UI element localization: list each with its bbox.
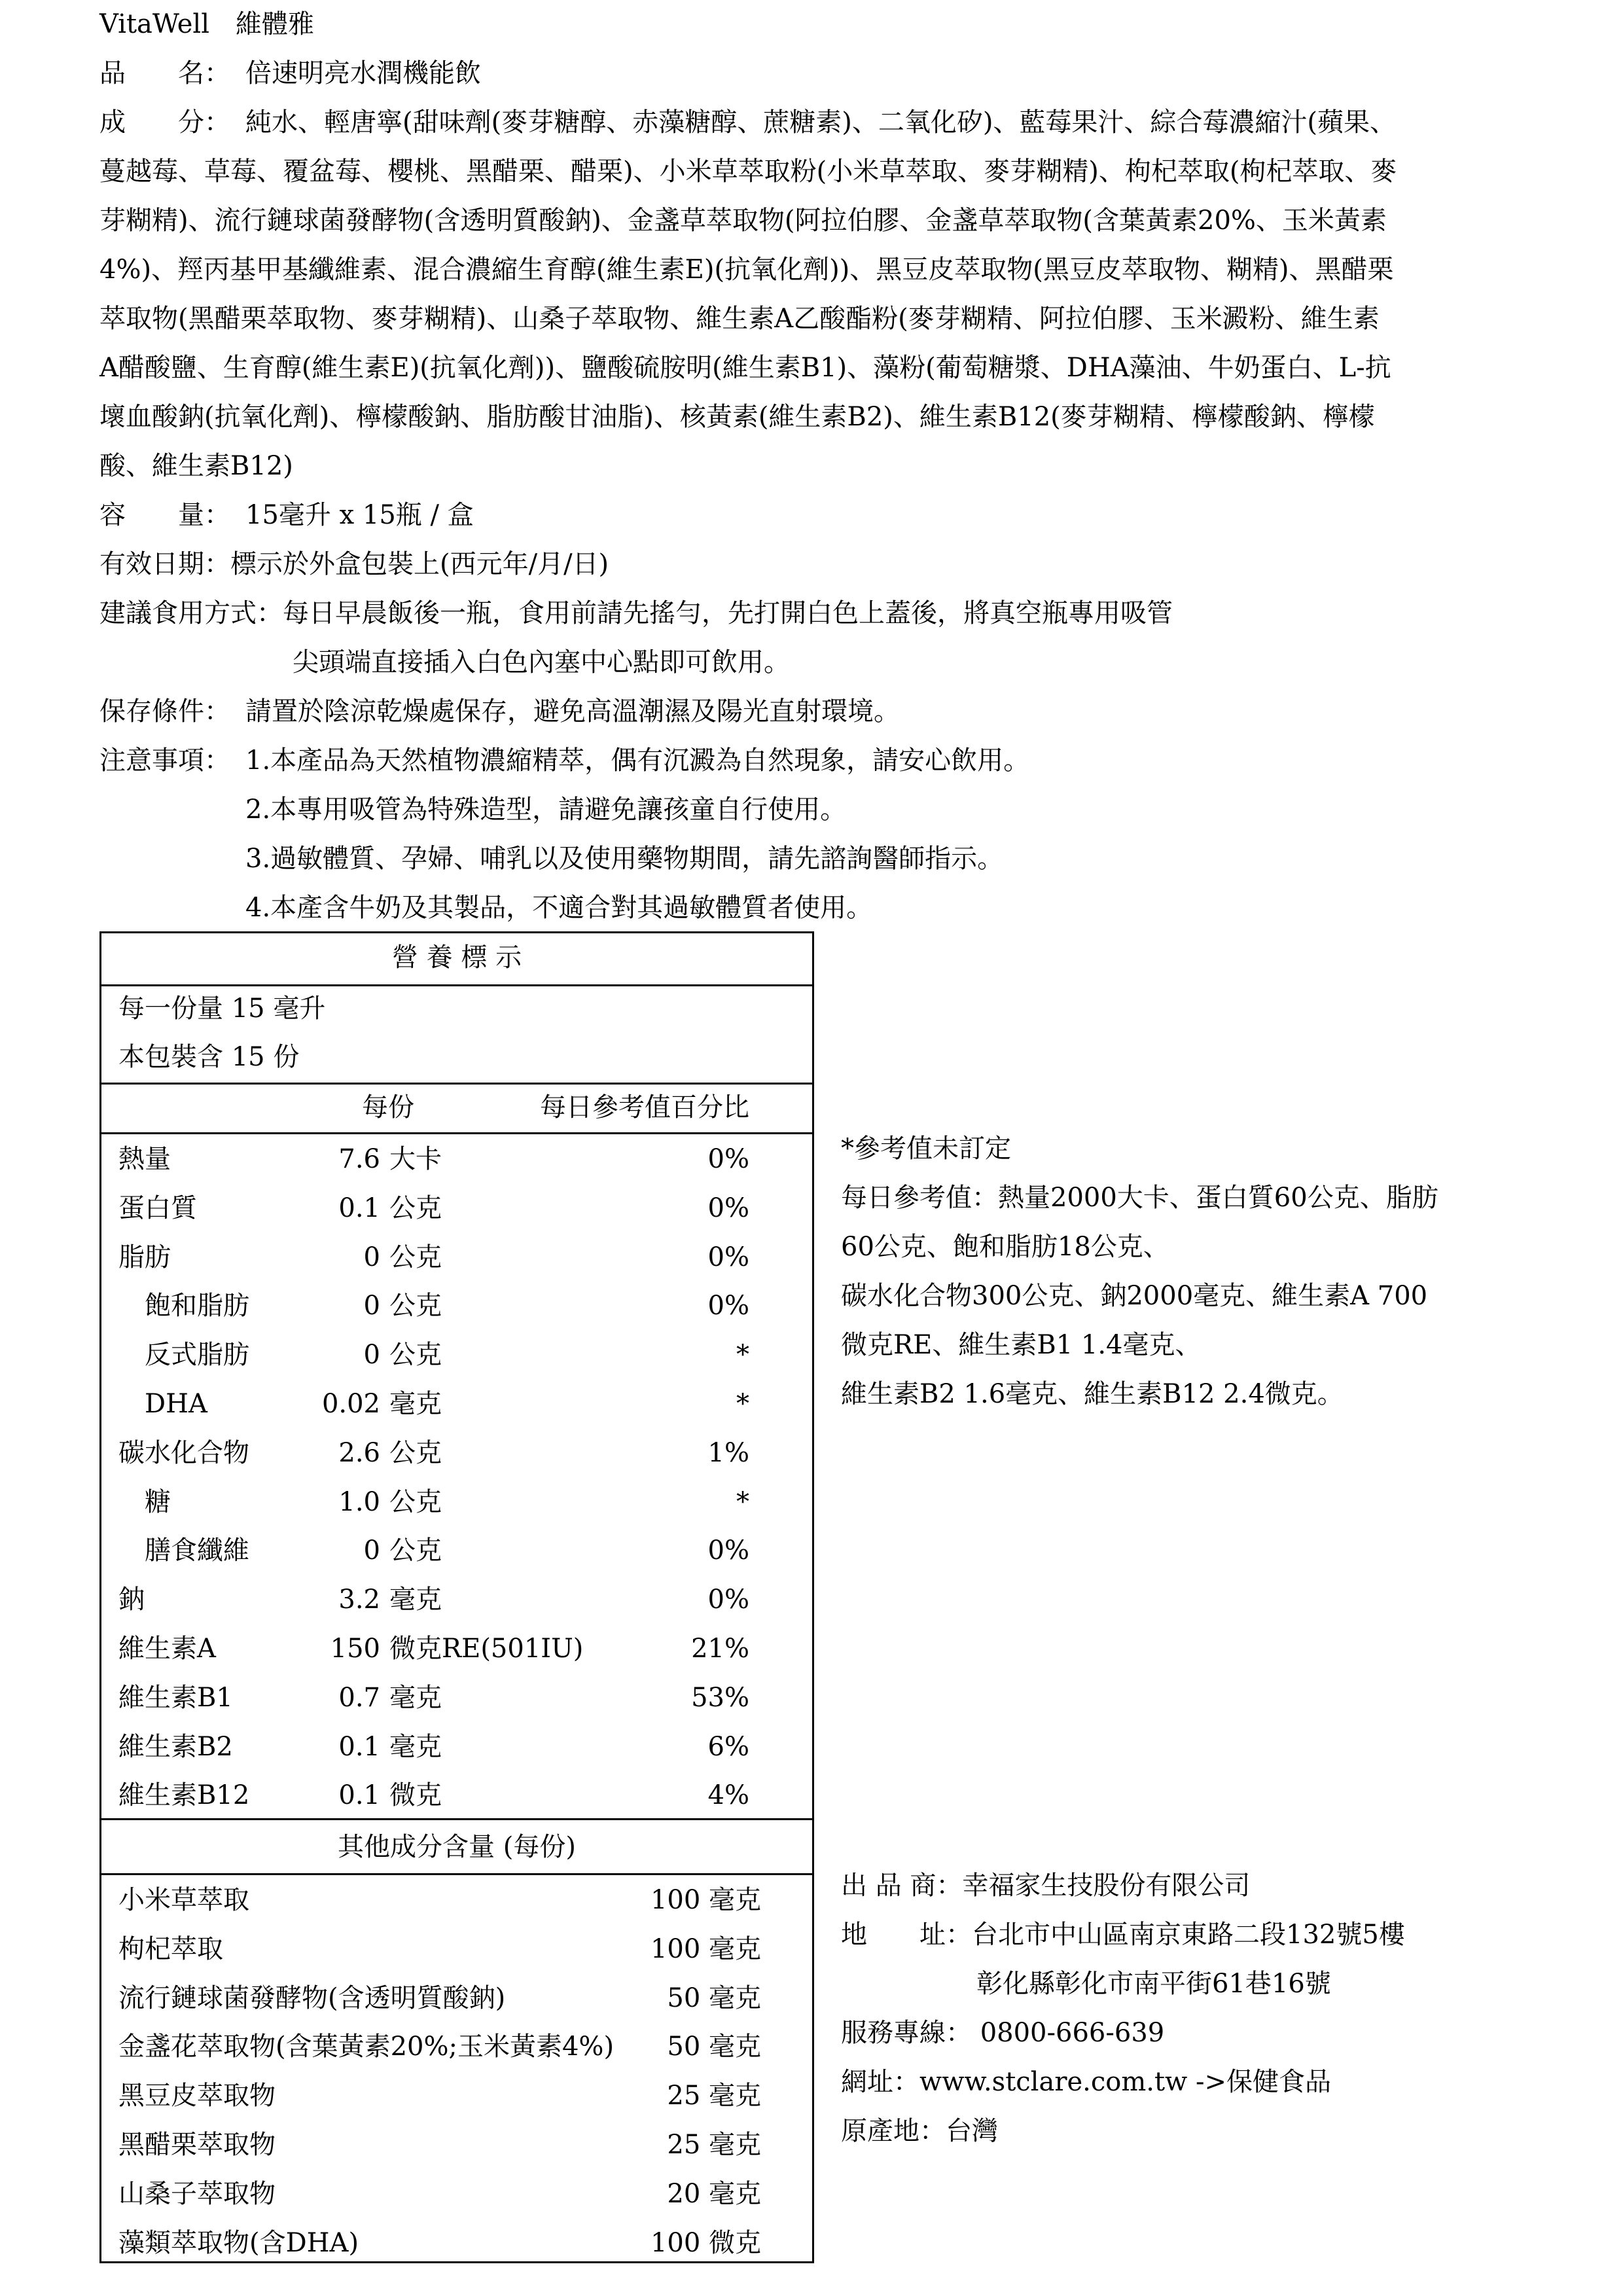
reference-line: 每日參考值：熱量2000大卡、蛋白質60公克、脂肪 xyxy=(841,1183,1438,1213)
divider xyxy=(101,1873,812,1875)
ingredients-text: 萃取物(黑醋栗萃取物、麥芽糊精)、山桑子萃取物、維生素A乙酸酯粉(麥芽糊精、阿拉伯膠、玉米澱粉、維生素 xyxy=(99,304,1380,334)
usage-text: 尖頭端直接插入白色內塞中心點即可飲用。 xyxy=(293,647,790,677)
other-ingredient-amount: 50 毫克 xyxy=(667,1982,761,2013)
other-ingredient-amount: 25 毫克 xyxy=(667,2081,761,2111)
nutrient-name: 脂肪 xyxy=(118,1242,171,1272)
expiry-line: 有效日期：標示於外盒包裝上(西元年/月/日) xyxy=(99,549,609,579)
nutrient-row xyxy=(101,1478,812,1527)
nutrient-amount: 7.6 xyxy=(338,1144,380,1174)
nutrient-row xyxy=(101,1233,812,1282)
nutrition-table xyxy=(99,931,814,2263)
nutrient-daily-value: 21% xyxy=(691,1634,749,1664)
nutrient-amount: 3.2 xyxy=(338,1585,380,1615)
nutrient-name: 飽和脂肪 xyxy=(145,1291,249,1321)
ingredients-text: 4%)、羥丙基甲基纖維素、混合濃縮生育醇(維生素E)(抗氧化劑))、黑豆皮萃取物(黑豆皮萃取物、糊精)、黑醋栗 xyxy=(99,255,1394,285)
reference-line: 微克RE、維生素B1 1.4毫克、 xyxy=(841,1330,1202,1360)
nutrient-row xyxy=(101,1429,812,1478)
other-ingredient-amount: 50 毫克 xyxy=(667,2032,761,2062)
nutrient-daily-value: * xyxy=(736,1486,749,1517)
other-ingredient-row xyxy=(101,1925,812,1974)
nutrient-amount: 150 xyxy=(330,1634,380,1664)
nutrient-name: 蛋白質 xyxy=(118,1193,197,1223)
nutrition-title-row xyxy=(101,933,812,982)
product-name-label: 品 名： xyxy=(99,58,230,88)
nutrition-title: 營 養 標 示 xyxy=(391,942,522,973)
other-ingredients-title: 其他成分含量 (每份) xyxy=(338,1832,576,1862)
nutrient-daily-value: 0% xyxy=(707,1585,749,1615)
nutrient-name: 維生素B12 xyxy=(118,1780,250,1811)
ingredients-text: A醋酸鹽、生育醇(維生素E)(抗氧化劑))、鹽酸硫胺明(維生素B1)、藻粉(葡萄糖漿、DHA藻油、牛奶蛋白、L-抗 xyxy=(99,353,1391,383)
nutrient-name: 糖 xyxy=(145,1486,171,1517)
divider xyxy=(101,1818,812,1820)
nutrient-daily-value: 0% xyxy=(707,1242,749,1272)
product-name-line xyxy=(99,49,481,98)
notes-label: 注意事項： xyxy=(99,745,230,776)
nutrient-unit: 微克 xyxy=(389,1780,442,1811)
other-ingredient-name: 藻類萃取物(含DHA) xyxy=(118,2227,359,2258)
reference-line: 碳水化合物300公克、鈉2000毫克、維生素A 700 xyxy=(841,1281,1428,1311)
usage-line xyxy=(99,589,1173,638)
nutrient-amount: 0.02 xyxy=(321,1389,380,1419)
note-item: 4.本產含牛奶及其製品，不適合對其過敏體質者使用。 xyxy=(245,893,873,923)
nutrient-name: 維生素B2 xyxy=(118,1731,233,1762)
storage-line xyxy=(99,687,900,736)
nutrient-daily-value: 53% xyxy=(691,1682,749,1713)
nutrient-unit: 公克 xyxy=(389,1486,442,1517)
nutrient-daily-value: 4% xyxy=(707,1780,749,1811)
divider xyxy=(101,1132,812,1134)
nutrient-row xyxy=(101,1771,812,1820)
reference-footnote: *參考值未訂定 xyxy=(841,1134,1011,1164)
nutrient-unit: 毫克 xyxy=(389,1682,442,1713)
nutrient-amount: 0.7 xyxy=(338,1682,380,1713)
ingredients-text: 芽糊精)、流行鏈球菌發酵物(含透明質酸鈉)、金盞草萃取物(阿拉伯膠、金盞草萃取物(含葉黃素20%、玉米黃素 xyxy=(99,206,1387,236)
volume-value: 15毫升 x 15瓶 / 盒 xyxy=(245,500,474,530)
storage-text: 請置於陰涼乾燥處保存，避免高溫潮濕及陽光直射環境。 xyxy=(245,696,900,726)
volume-line xyxy=(99,491,474,540)
other-ingredient-name: 枸杞萃取 xyxy=(118,1933,223,1964)
note-item: 2.本專用吸管為特殊造型，請避免讓孩童自行使用。 xyxy=(245,795,847,825)
nutrient-name: 反式脂肪 xyxy=(145,1340,249,1371)
nutrient-row xyxy=(101,1723,812,1772)
nutrient-row xyxy=(101,1526,812,1575)
other-ingredient-amount: 100 微克 xyxy=(650,2227,761,2258)
nutrient-unit: 公克 xyxy=(389,1193,442,1223)
nutrient-amount: 1.0 xyxy=(338,1486,380,1517)
address-second: 彰化縣彰化市南平街61巷16號 xyxy=(976,1969,1331,1999)
manufacturer: 出 品 商：幸福家生技股份有限公司 xyxy=(841,1871,1251,1901)
nutrient-name: DHA xyxy=(145,1389,207,1419)
nutrient-row xyxy=(101,1135,812,1184)
nutrient-row xyxy=(101,1380,812,1429)
nutrient-amount: 0.1 xyxy=(338,1731,380,1762)
other-ingredient-name: 黑豆皮萃取物 xyxy=(118,2081,276,2111)
nutrient-row xyxy=(101,1184,812,1233)
other-ingredient-row xyxy=(101,1974,812,2023)
nutrient-daily-value: 0% xyxy=(707,1193,749,1223)
nutrient-row xyxy=(101,1674,812,1723)
volume-label: 容 量： xyxy=(99,500,230,530)
other-ingredient-row xyxy=(101,1876,812,1925)
product-name: 倍速明亮水潤機能飲 xyxy=(245,58,481,88)
other-ingredient-row xyxy=(101,2170,812,2219)
ingredients-text: 壞血酸鈉(抗氧化劑)、檸檬酸鈉、脂肪酸甘油脂)、核黃素(維生素B2)、維生素B12(麥芽糊精、檸檬酸鈉、檸檬 xyxy=(99,402,1375,432)
nutrient-daily-value: * xyxy=(736,1389,749,1419)
website: 網址：www.stclare.com.tw ->保健食品 xyxy=(841,2067,1332,2097)
nutrient-unit: 公克 xyxy=(389,1291,442,1321)
other-ingredient-amount: 20 毫克 xyxy=(667,2178,761,2209)
nutrient-unit: 毫克 xyxy=(389,1585,442,1615)
nutrient-name: 維生素B1 xyxy=(118,1682,233,1713)
origin: 原產地：台灣 xyxy=(841,2116,998,2146)
nutrient-amount: 0.1 xyxy=(338,1780,380,1811)
nutrient-daily-value: 6% xyxy=(707,1731,749,1762)
servings-row xyxy=(101,1033,812,1082)
nutrient-row xyxy=(101,1331,812,1380)
serving-size-row xyxy=(101,984,812,1033)
ingredients-text: 純水、輕唐寧(甜味劑(麥芽糖醇、赤藻糖醇、蔗糖素)、二氧化矽)、藍莓果汁、綜合莓濃縮汁(蘋果、 xyxy=(245,107,1397,137)
nutrient-unit: 公克 xyxy=(389,1242,442,1272)
other-ingredient-name: 流行鏈球菌發酵物(含透明質酸鈉) xyxy=(118,1982,506,2013)
other-ingredient-name: 黑醋栗萃取物 xyxy=(118,2130,276,2160)
nutrient-name: 碳水化合物 xyxy=(118,1437,249,1468)
nutrient-amount: 0 xyxy=(363,1291,380,1321)
nutrient-row xyxy=(101,1282,812,1331)
nutrient-daily-value: 1% xyxy=(707,1437,749,1468)
nutrient-name: 熱量 xyxy=(118,1144,171,1174)
usage-label: 建議食用方式： xyxy=(99,598,283,628)
reference-line: 60公克、飽和脂肪18公克、 xyxy=(841,1232,1169,1262)
nutrient-amount: 0 xyxy=(363,1242,380,1272)
servings-per-package: 本包裝含 15 份 xyxy=(118,1042,300,1072)
nutrient-unit: 微克RE(501IU) xyxy=(389,1634,584,1664)
ingredients-label: 成 分： xyxy=(99,107,230,137)
notes-line xyxy=(99,736,1029,785)
service-hotline: 服務專線： 0800-666-639 xyxy=(841,2018,1165,2048)
address: 地 址：台北市中山區南京東路二段132號5樓 xyxy=(841,1920,1405,1950)
brand-name: VitaWell 維體雅 xyxy=(99,9,315,39)
nutrient-row xyxy=(101,1575,812,1624)
nutrient-daily-value: 0% xyxy=(707,1144,749,1174)
other-ingredient-row xyxy=(101,2022,812,2072)
other-ingredient-row xyxy=(101,2072,812,2121)
nutrient-daily-value: 0% xyxy=(707,1535,749,1566)
other-ingredient-amount: 25 毫克 xyxy=(667,2130,761,2160)
other-ingredient-row xyxy=(101,2121,812,2170)
column-header-row xyxy=(101,1083,812,1132)
other-ingredient-name: 山桑子萃取物 xyxy=(118,2178,276,2209)
nutrient-name: 膳食纖維 xyxy=(145,1535,249,1566)
serving-size: 每一份量 15 毫升 xyxy=(118,994,326,1024)
ingredients-line xyxy=(99,98,1396,147)
ingredients-text: 酸、維生素B12) xyxy=(99,451,293,481)
other-title-row xyxy=(101,1821,812,1873)
nutrient-amount: 0 xyxy=(363,1535,380,1566)
col-daily-value: 每日參考值百分比 xyxy=(540,1092,749,1122)
ingredients-text: 蔓越莓、草莓、覆盆莓、櫻桃、黑醋栗、醋栗)、小米草萃取粉(小米草萃取、麥芽糊精)、枸杞萃取(枸杞萃取、麥 xyxy=(99,156,1397,187)
note-item: 1.本產品為天然植物濃縮精萃，偶有沉澱為自然現象，請安心飲用。 xyxy=(245,745,1030,776)
nutrient-unit: 公克 xyxy=(389,1340,442,1371)
reference-line: 維生素B2 1.6毫克、維生素B12 2.4微克。 xyxy=(841,1379,1344,1409)
nutrient-daily-value: * xyxy=(736,1340,749,1371)
usage-text: 每日早晨飯後一瓶，食用前請先搖勻，先打開白色上蓋後，將真空瓶專用吸管 xyxy=(283,598,1173,628)
other-ingredient-row xyxy=(101,2219,812,2268)
nutrient-unit: 大卡 xyxy=(389,1144,442,1174)
nutrient-daily-value: 0% xyxy=(707,1291,749,1321)
nutrient-unit: 毫克 xyxy=(389,1389,442,1419)
nutrient-unit: 毫克 xyxy=(389,1731,442,1762)
col-per-serving: 每份 xyxy=(362,1092,414,1122)
nutrient-amount: 0 xyxy=(363,1340,380,1371)
other-ingredient-name: 金盞花萃取物(含葉黃素20%;玉米黃素4%) xyxy=(118,2032,615,2062)
nutrient-row xyxy=(101,1624,812,1674)
nutrient-name: 維生素A xyxy=(118,1634,216,1664)
nutrient-amount: 2.6 xyxy=(338,1437,380,1468)
nutrient-unit: 公克 xyxy=(389,1437,442,1468)
other-ingredient-name: 小米草萃取 xyxy=(118,1885,249,1915)
storage-label: 保存條件： xyxy=(99,696,230,726)
nutrient-name: 鈉 xyxy=(118,1585,145,1615)
nutrient-unit: 公克 xyxy=(389,1535,442,1566)
nutrient-amount: 0.1 xyxy=(338,1193,380,1223)
other-ingredient-amount: 100 毫克 xyxy=(650,1933,761,1964)
other-ingredient-amount: 100 毫克 xyxy=(650,1885,761,1915)
note-item: 3.過敏體質、孕婦、哺乳以及使用藥物期間，請先諮詢醫師指示。 xyxy=(245,844,1004,874)
